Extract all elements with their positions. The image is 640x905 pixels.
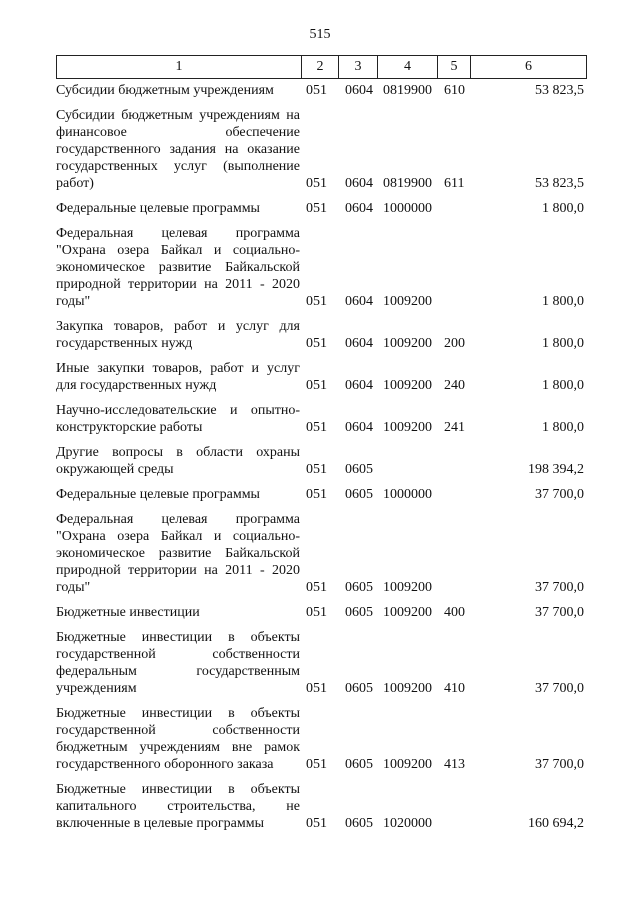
row-col5: 410 <box>444 681 465 696</box>
row-col3: 0604 <box>345 336 373 351</box>
table-row <box>56 200 586 217</box>
row-col2: 051 <box>306 176 327 191</box>
row-col2: 051 <box>306 201 327 216</box>
row-name: Федеральная целевая программа "Охрана озера Байкал и социально-экономическое развитие Байкальской природной территории на 2011 - 2020 годы" <box>56 226 300 309</box>
table-row <box>56 360 586 394</box>
row-col4: 1009200 <box>383 605 432 620</box>
row-col3: 0604 <box>345 176 373 191</box>
row-col3: 0605 <box>345 605 373 620</box>
row-col4: 1020000 <box>383 816 432 831</box>
row-col4: 1000000 <box>383 487 432 502</box>
row-col3: 0604 <box>345 83 373 98</box>
row-col3: 0605 <box>345 580 373 595</box>
page-number: 515 <box>309 27 331 42</box>
row-col4: 0819900 <box>383 176 432 191</box>
row-col2: 051 <box>306 605 327 620</box>
row-col5: 400 <box>444 605 465 620</box>
row-col6: 198 394,2 <box>528 462 584 477</box>
row-col6: 1 800,0 <box>542 420 584 435</box>
table-row <box>56 444 586 478</box>
row-col3: 0605 <box>345 757 373 772</box>
row-name: Другие вопросы в области охраны окружающей среды <box>56 445 300 477</box>
row-col5: 611 <box>444 176 465 191</box>
column-header-2: 2 <box>302 56 339 79</box>
row-name: Бюджетные инвестиции <box>56 605 200 620</box>
row-col4: 1009200 <box>383 420 432 435</box>
row-col6: 53 823,5 <box>535 176 584 191</box>
row-name: Закупка товаров, работ и услуг для государственных нужд <box>56 319 300 351</box>
table-row <box>56 402 586 436</box>
row-col3: 0605 <box>345 681 373 696</box>
row-col4: 1009200 <box>383 336 432 351</box>
row-col6: 53 823,5 <box>535 83 584 98</box>
row-col3: 0605 <box>345 487 373 502</box>
row-col2: 051 <box>306 681 327 696</box>
row-col3: 0604 <box>345 420 373 435</box>
row-col3: 0604 <box>345 294 373 309</box>
column-header-3: 3 <box>339 56 378 79</box>
row-col6: 1 800,0 <box>542 336 584 351</box>
row-col2: 051 <box>306 487 327 502</box>
table-row <box>56 107 586 192</box>
row-col6: 160 694,2 <box>528 816 584 831</box>
row-name: Бюджетные инвестиции в объекты капитального строительства, не включенные в целевые программы <box>56 782 300 831</box>
row-col5: 413 <box>444 757 465 772</box>
row-name: Федеральная целевая программа "Охрана озера Байкал и социально-экономическое развитие Байкальской природной территории на 2011 - 2020 годы" <box>56 512 300 595</box>
row-col6: 1 800,0 <box>542 201 584 216</box>
row-name: Иные закупки товаров, работ и услуг для государственных нужд <box>56 361 300 393</box>
row-col6: 37 700,0 <box>535 757 584 772</box>
table-row <box>56 604 586 621</box>
row-col4: 1009200 <box>383 378 432 393</box>
row-col5: 240 <box>444 378 465 393</box>
row-col4: 1009200 <box>383 294 432 309</box>
table-row <box>56 225 586 310</box>
row-col6: 37 700,0 <box>535 605 584 620</box>
table-row <box>56 511 586 596</box>
row-col3: 0604 <box>345 201 373 216</box>
row-name: Бюджетные инвестиции в объекты государственной собственности бюджетным учреждениям вне рамок государственного оборонного заказа <box>56 706 300 772</box>
row-col3: 0605 <box>345 816 373 831</box>
row-col2: 051 <box>306 294 327 309</box>
column-header-1: 1 <box>57 56 302 79</box>
column-header-table <box>56 55 587 79</box>
row-col6: 37 700,0 <box>535 487 584 502</box>
row-col2: 051 <box>306 336 327 351</box>
row-col4: 0819900 <box>383 83 432 98</box>
row-col2: 051 <box>306 816 327 831</box>
row-col3: 0605 <box>345 462 373 477</box>
table-row <box>56 486 586 503</box>
budget-table-body <box>56 80 586 832</box>
row-name: Бюджетные инвестиции в объекты государственной собственности федеральным государственным учреждениям <box>56 630 300 696</box>
row-name: Федеральные целевые программы <box>56 487 260 502</box>
row-col4: 1009200 <box>383 681 432 696</box>
row-col2: 051 <box>306 580 327 595</box>
table-row <box>56 82 586 99</box>
table-row <box>56 629 586 697</box>
table-row <box>56 781 586 832</box>
row-col2: 051 <box>306 83 327 98</box>
row-col6: 1 800,0 <box>542 294 584 309</box>
table-row <box>56 318 586 352</box>
row-col6: 1 800,0 <box>542 378 584 393</box>
row-col2: 051 <box>306 757 327 772</box>
table-row <box>56 705 586 773</box>
row-col5: 200 <box>444 336 465 351</box>
column-header-6: 6 <box>471 56 587 79</box>
row-col2: 051 <box>306 462 327 477</box>
row-col3: 0604 <box>345 378 373 393</box>
row-col6: 37 700,0 <box>535 580 584 595</box>
row-col4: 1000000 <box>383 201 432 216</box>
row-col4: 1009200 <box>383 757 432 772</box>
row-col6: 37 700,0 <box>535 681 584 696</box>
row-col2: 051 <box>306 378 327 393</box>
row-name: Субсидии бюджетным учреждениям на финансовое обеспечение государственного задания на оказание государственных услуг (выполнение работ) <box>56 108 300 191</box>
row-col4: 1009200 <box>383 580 432 595</box>
row-name: Субсидии бюджетным учреждениям <box>56 83 274 98</box>
column-header-5: 5 <box>438 56 471 79</box>
row-name: Федеральные целевые программы <box>56 201 260 216</box>
column-header-4: 4 <box>378 56 438 79</box>
row-col5: 241 <box>444 420 465 435</box>
row-col2: 051 <box>306 420 327 435</box>
row-col5: 610 <box>444 83 465 98</box>
row-name: Научно-исследовательские и опытно-конструкторские работы <box>56 403 300 435</box>
